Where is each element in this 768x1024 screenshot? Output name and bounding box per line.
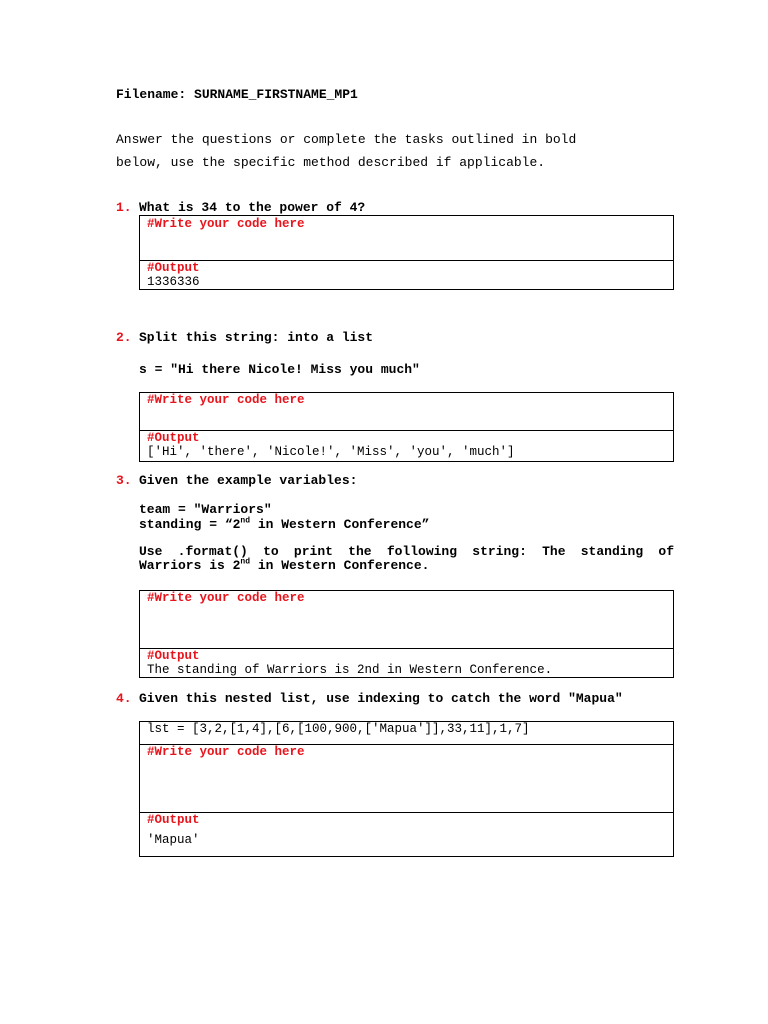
q3-number: 3. — [116, 473, 132, 488]
q3-task-line1: Use .format() to print the following string: The standing of — [139, 544, 674, 559]
q3-code-label: #Write your code here — [147, 591, 305, 605]
q3-var-team: team = "Warriors" — [139, 502, 272, 517]
q2-output-section — [140, 430, 673, 459]
q3-task-line2-sup: nd — [240, 557, 251, 567]
q1-text: What is 34 to the power of 4? — [139, 200, 366, 215]
q2-text: Split this string: into a list — [139, 330, 374, 345]
q3-output-value: The standing of Warriors is 2nd in Western Conference. — [147, 663, 553, 677]
q1-code-label: #Write your code here — [147, 217, 305, 231]
q1-answer-box — [139, 215, 674, 290]
q3-answer-box — [139, 590, 674, 678]
q3-task — [139, 545, 674, 573]
q3-task-line2-post: in Western Conference. — [250, 558, 430, 573]
q1-output-section — [140, 260, 673, 289]
q3-task-line2-pre: Warriors is 2 — [139, 558, 241, 573]
q3-output-section — [140, 648, 673, 677]
q2-code-label: #Write your code here — [147, 393, 305, 407]
q3-var-standing-post: in Western Conference” — [250, 517, 430, 532]
q4-code-label: #Write your code here — [147, 745, 305, 759]
q3-var-standing — [139, 517, 429, 532]
q4-text: Given this nested list, use indexing to catch the word "Mapua" — [139, 691, 623, 706]
q2-answer-box — [139, 392, 674, 462]
q1-output-value: 1336336 — [147, 275, 200, 289]
q4-output-value: 'Mapua' — [147, 833, 200, 847]
q2-output-value: ['Hi', 'there', 'Nicole!', 'Miss', 'you', 'much'] — [147, 445, 515, 459]
q4-output-label: #Output — [147, 813, 200, 827]
q4-output-section — [140, 812, 673, 847]
q1-output-label: #Output — [147, 261, 200, 275]
intro-line-2: below, use the specific method described if applicable. — [116, 155, 546, 170]
q3-var-standing-pre: standing = “2 — [139, 517, 241, 532]
filename-line: Filename: SURNAME_FIRSTNAME_MP1 — [116, 87, 358, 102]
q4-list-code: lst = [3,2,[1,4],[6,[100,900,['Mapua']],33,11],1,7] — [147, 722, 530, 736]
q2-output-label: #Output — [147, 431, 200, 445]
q1-number: 1. — [116, 200, 132, 215]
q2-number: 2. — [116, 330, 132, 345]
q4-answer-box — [139, 721, 674, 857]
q3-text: Given the example variables: — [139, 473, 358, 488]
q2-string-code: s = "Hi there Nicole! Miss you much" — [139, 362, 420, 377]
q4-number: 4. — [116, 691, 132, 706]
intro-line-1: Answer the questions or complete the tasks outlined in bold — [116, 132, 577, 147]
q3-var-standing-sup: nd — [240, 516, 251, 526]
q4-code-section — [140, 744, 673, 759]
q3-output-label: #Output — [147, 649, 200, 663]
